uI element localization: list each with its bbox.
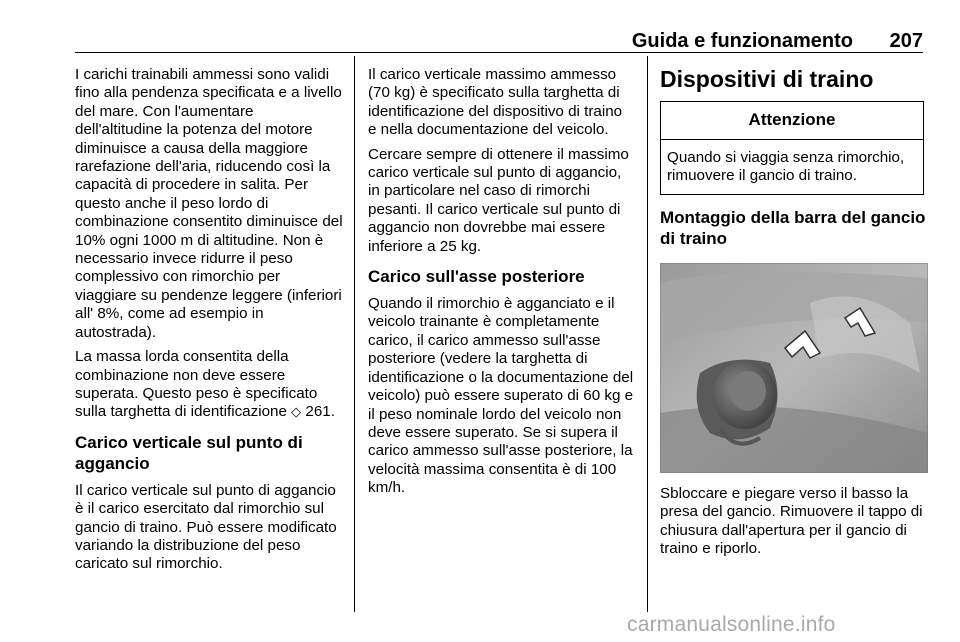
paragraph-vertical-load: Il carico verticale sul punto di aggancio è il carico esercitato dal rimorchio sul gancio di traino. Può essere modificato variando la distribuzione del peso caricato sul rimorchio. xyxy=(75,481,337,573)
watermark: carmanualsonline.info xyxy=(627,613,836,636)
paragraph-rear-axle-load: Quando il rimorchio è agganciato e il veicolo trainante è completamente carico, il carico ammesso sull'asse posteriore (vedere la targhetta di identificazione o la documentazione del veicolo) può essere superato di 60 kg e il peso nominale lordo del veicolo non deve essere superato. Se si supera il carico ammesso sull'asse posteriore, la velocità massima consentita è di 100 km/h. xyxy=(368,295,634,497)
column-divider-2 xyxy=(647,56,648,612)
paragraph-gross-mass xyxy=(75,348,343,422)
heading-tow-bar-mounting: Montaggio della barra del gancio di traino xyxy=(660,207,926,248)
paragraph-altitude: I carichi trainabili ammessi sono validi fino alla pendenza specificata e a livello del mare. Con l'aumentare dell'altitudine la potenza del motore diminuisce a causa della maggiore rarefazione dell'aria, riducendo così la capacità di procedere in salita. Per questo anche il peso lordo di combinazione consentito diminuisce del 10% ogni 1000 m di altitudine. Non è necessario invece ridurre il peso complessivo con rimorchio per viaggiare su pendenze leggere (inferiori all' 8%, come ad esempio in autostrada). xyxy=(75,66,343,341)
page-reference-link[interactable]: 261. xyxy=(305,403,335,421)
page-number: 207 xyxy=(889,30,923,52)
running-header-title: Guida e funzionamento xyxy=(631,30,853,52)
paragraph-unlock-socket: Sbloccare e piegare verso il basso la presa del gancio. Rimuovere il tappo di chiusura dall'apertura per il gancio di traino e riporlo. xyxy=(660,484,923,558)
column-middle xyxy=(368,66,634,504)
warning-box xyxy=(660,101,924,195)
gross-mass-text: La massa lorda consentita della combinazione non deve essere superata. Questo peso è specificato sulla targhetta di identificazione xyxy=(75,348,318,421)
paragraph-heavy-trailers: Cercare sempre di ottenere il massimo carico verticale sul punto di aggancio, in particolare nel caso di rimorchi pesanti. Il carico verticale sul punto di aggancio non dovrebbe mai essere inferiore a 25 kg. xyxy=(368,145,629,255)
tow-hook-socket-photo xyxy=(660,263,928,473)
column-right xyxy=(660,66,928,564)
reference-arrow-icon: ◇ xyxy=(291,404,302,420)
paragraph-max-vertical-load: Il carico verticale massimo ammesso (70 kg) è specificato sulla targhetta di identificazione del dispositivo di traino e nella documentazione del veicolo. xyxy=(368,66,623,139)
heading-vertical-load: Carico verticale sul punto di aggancio xyxy=(75,432,303,473)
warning-text: Quando si viaggia senza rimorchio, rimuovere il gancio di traino. xyxy=(667,149,905,185)
header-divider xyxy=(75,52,923,53)
warning-title: Attenzione xyxy=(661,102,923,140)
heading-rear-axle-load: Carico sull'asse posteriore xyxy=(368,267,585,287)
column-left xyxy=(75,66,343,580)
column-divider-1 xyxy=(354,56,355,612)
heading-towing-devices: Dispositivi di traino xyxy=(660,66,874,92)
